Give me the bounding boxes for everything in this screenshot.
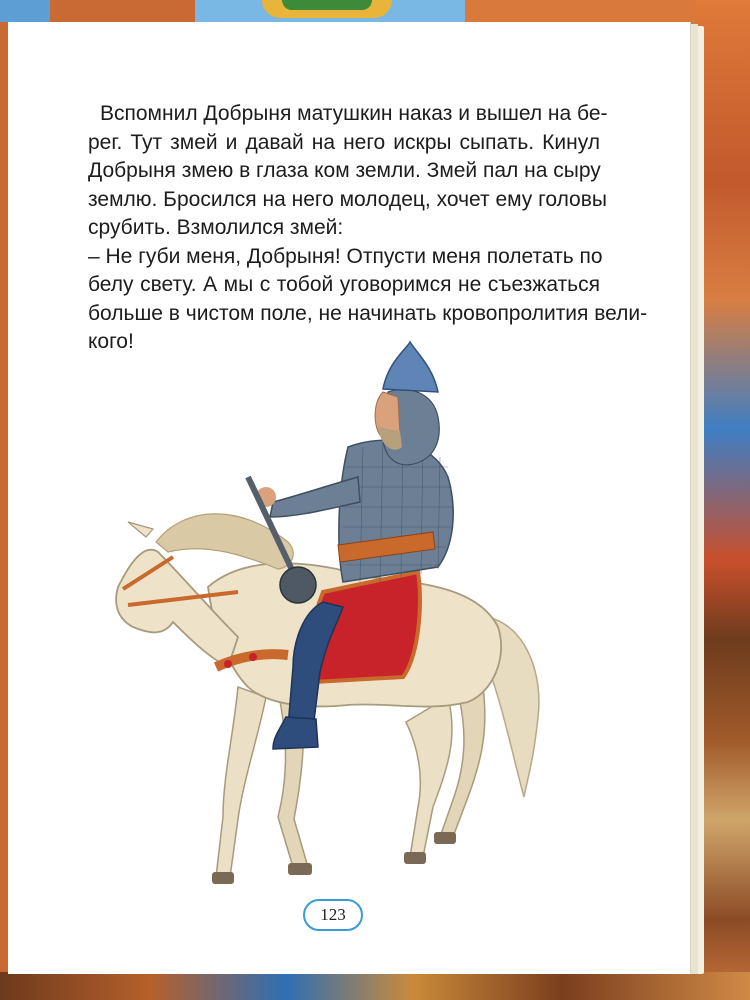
text-line: рег. Тут змей и давай на него искры сыпать. Кинул (88, 130, 600, 154)
text-line: больше в чистом поле, не начинать кровопролития вели- (88, 301, 648, 325)
text-line: Добрыня змею в глаза ком земли. Змей пал на сыру (88, 159, 601, 182)
cover-decoration-bottom (0, 972, 750, 1000)
text-line: белу свету. А мы с тобой уговоримся не съезжаться (88, 273, 600, 296)
knight-on-horse-illustration (88, 337, 568, 907)
horse-front-leg (216, 687, 266, 877)
cover-ornament (262, 0, 392, 18)
text-line: землю. Бросился на него молодец, хочет ему головы (88, 187, 607, 211)
story-text (88, 100, 648, 357)
rider-boot (273, 717, 318, 749)
horse-hoof (212, 872, 234, 884)
text-line: срубить. Взмолился змей: (88, 216, 344, 239)
text-line: Вспомнил Добрыня матушкин наказ и вышел на бе- (100, 102, 608, 125)
horse-hoof (288, 863, 312, 875)
text-line: кого! (88, 330, 134, 353)
book-page (8, 22, 691, 974)
cover-decoration-top-left (0, 0, 50, 22)
horse-hoof (404, 852, 426, 864)
paragraph-1 (88, 100, 608, 243)
horse-hoof (434, 832, 456, 844)
text-line: – Не губи меня, Добрыня! Отпусти меня полетать по (88, 244, 603, 268)
helmet-icon (383, 342, 438, 392)
rider-mace-head (280, 567, 316, 603)
page-number: 123 (303, 899, 363, 931)
horse-ear (128, 522, 153, 537)
